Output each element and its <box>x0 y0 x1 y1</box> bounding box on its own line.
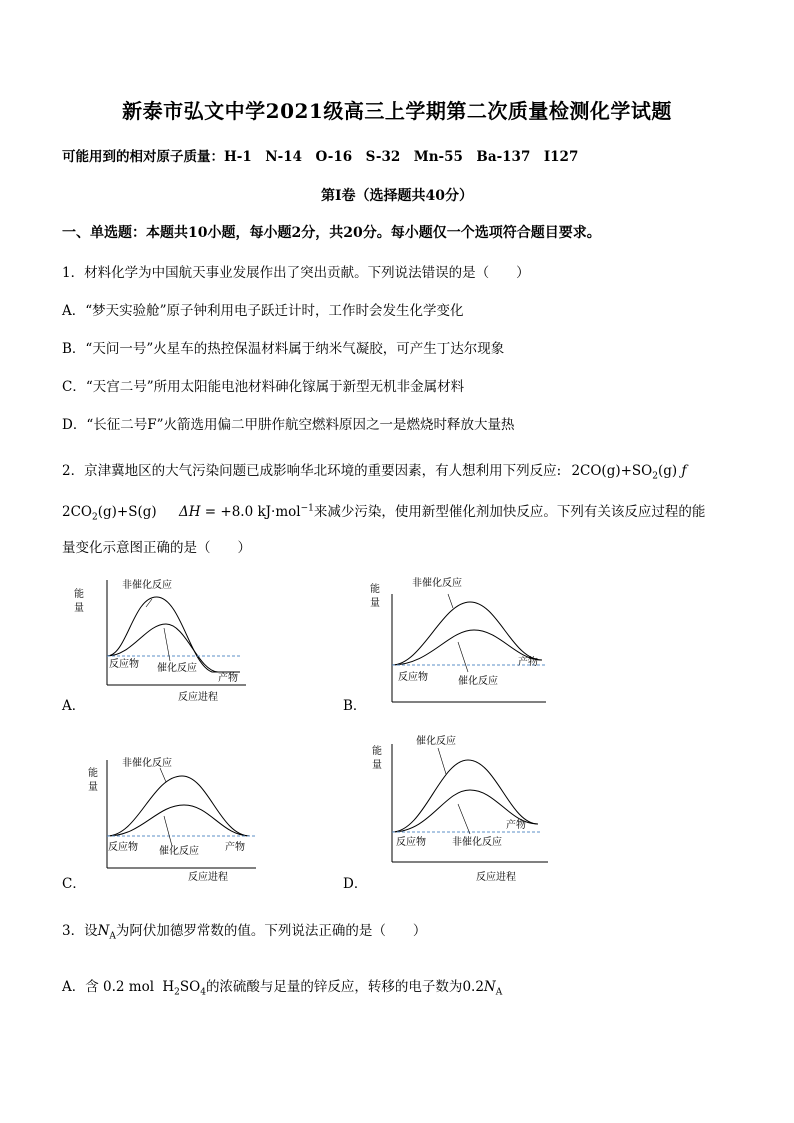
chart-b-pointer-low <box>458 642 468 672</box>
exam-title: 新泰市弘文中学2021级高三上学期第二次质量检测化学试题 <box>122 99 672 123</box>
chart-d-ylabel-2: 量 <box>372 760 382 771</box>
chart-d <box>360 730 560 885</box>
chart-c-pointer-low <box>164 816 172 846</box>
chart-b-top-label: 非催化反应 <box>412 578 462 589</box>
chart-b-reactant: 反应物 <box>398 672 428 683</box>
chart-b-pointer-top <box>448 594 453 608</box>
chart-b-low-label: 催化反应 <box>458 676 498 687</box>
chart-a-product: 产物 <box>218 673 238 684</box>
chart-b-product: 产物 <box>518 657 538 668</box>
q1-option-a: A．“梦天实验舱”原子钟利用电子跃迁计时，工作时会发生化学变化 <box>62 303 464 319</box>
q2-option-d-letter: D． <box>343 876 368 892</box>
chart-c-top-label: 非催化反应 <box>122 758 172 769</box>
chart-d-pointer-top <box>438 748 446 774</box>
q2-equilibrium-arrow: ƒ <box>681 463 687 479</box>
chart-a-reactant: 反应物 <box>109 659 139 670</box>
chart-c-low-label: 催化反应 <box>159 846 199 857</box>
q2-equation-left: $2CO(g)+SO_2(g)$ <box>571 463 678 482</box>
q2-line3: 量变化示意图正确的是（ ） <box>62 540 251 556</box>
chart-d-pointer-low <box>458 804 470 834</box>
q2-option-b-letter: B． <box>343 698 367 714</box>
q2-option-a-letter: A． <box>62 698 86 714</box>
chart-a-low-label: 催化反应 <box>157 663 197 674</box>
q2-option-c-letter: C． <box>62 876 86 892</box>
chart-b-ylabel-1: 能 <box>370 584 380 595</box>
chart-d-xlabel: 反应进程 <box>476 872 516 883</box>
chart-c-ylabel-1: 能 <box>88 768 98 779</box>
chart-d-product: 产物 <box>506 820 526 831</box>
chart-b <box>360 572 560 712</box>
chart-c <box>60 752 260 887</box>
part-heading: 一、单选题：本题共10小题，每小题2分，共20分。每小题仅一个选项符合题目要求。 <box>62 225 601 241</box>
q3-h2so4: $H_2SO_4$ <box>162 979 206 998</box>
chart-a <box>60 572 260 722</box>
q1-stem: 1．材料化学为中国航天事业发展作出了突出贡献。下列说法错误的是（ ） <box>62 265 530 281</box>
q1-option-d: D．“长征二号F”火箭选用偏二甲肼作航空燃料原因之一是燃烧时释放大量热 <box>62 417 515 433</box>
chart-c-noncatalyzed-curve <box>107 776 250 836</box>
q2-equation-right: $2CO_2(g)+S(g)$ <box>62 504 157 523</box>
chart-a-top-label: 非催化反应 <box>122 580 172 591</box>
q2-line1 <box>62 459 687 482</box>
q1-option-b: B．“天问一号”火星车的热控保温材料属于纳米气凝胶，可产生丁达尔现象 <box>62 341 505 357</box>
atomic-masses: 可能用到的相对原子质量：H-1 N-14 O-16 S-32 Mn-55 Ba-137 I127 <box>62 149 579 165</box>
chart-c-ylabel-2: 量 <box>88 782 98 793</box>
q1-option-c: C．“天宫二号”所用太阳能电池材料砷化镓属于新型无机非金属材料 <box>62 379 465 395</box>
chart-c-reactant: 反应物 <box>108 842 138 853</box>
chart-d-ylabel-1: 能 <box>372 746 382 757</box>
q2-stem: 2．京津冀地区的大气污染问题已成影响华北环境的重要因素，有人想利用下列反应: <box>62 463 562 479</box>
chart-d-top-label: 催化反应 <box>416 736 456 747</box>
q3-stem: 3．设$N_A$为阿伏加德罗常数的值。下列说法正确的是（ ） <box>62 923 427 942</box>
chart-b-noncatalyzed-curve <box>392 602 542 665</box>
chart-d-low-label: 非催化反应 <box>452 837 502 848</box>
chart-a-xlabel: 反应进程 <box>178 692 218 703</box>
chart-c-xlabel: 反应进程 <box>188 872 228 883</box>
q3-option-a: A．含 0.2 mol $H_2SO_4$的浓硫酸与足量的锌反应，转移的电子数为$0.2N_A$ <box>62 979 503 998</box>
chart-a-ylabel-1: 能 <box>74 589 84 600</box>
q2-line2 <box>62 500 706 523</box>
chart-c-pointer-top <box>160 768 166 782</box>
q3-na-symbol: N <box>97 923 110 939</box>
chart-c-product: 产物 <box>225 842 245 853</box>
chart-d-reactant: 反应物 <box>396 837 426 848</box>
section-title: 第I卷（选择题共40分） <box>320 188 474 204</box>
chart-a-ylabel-2: 量 <box>74 603 84 614</box>
q2-stem-cont: 来减少污染，使用新型催化剂加快反应。下列有关该反应过程的能 <box>313 504 706 520</box>
chart-b-ylabel-2: 量 <box>370 598 380 609</box>
q2-enthalpy: ΔH = +8.0 kJ·mol$^{-1}$ <box>178 503 314 520</box>
chart-c-catalyzed-curve <box>107 805 250 836</box>
